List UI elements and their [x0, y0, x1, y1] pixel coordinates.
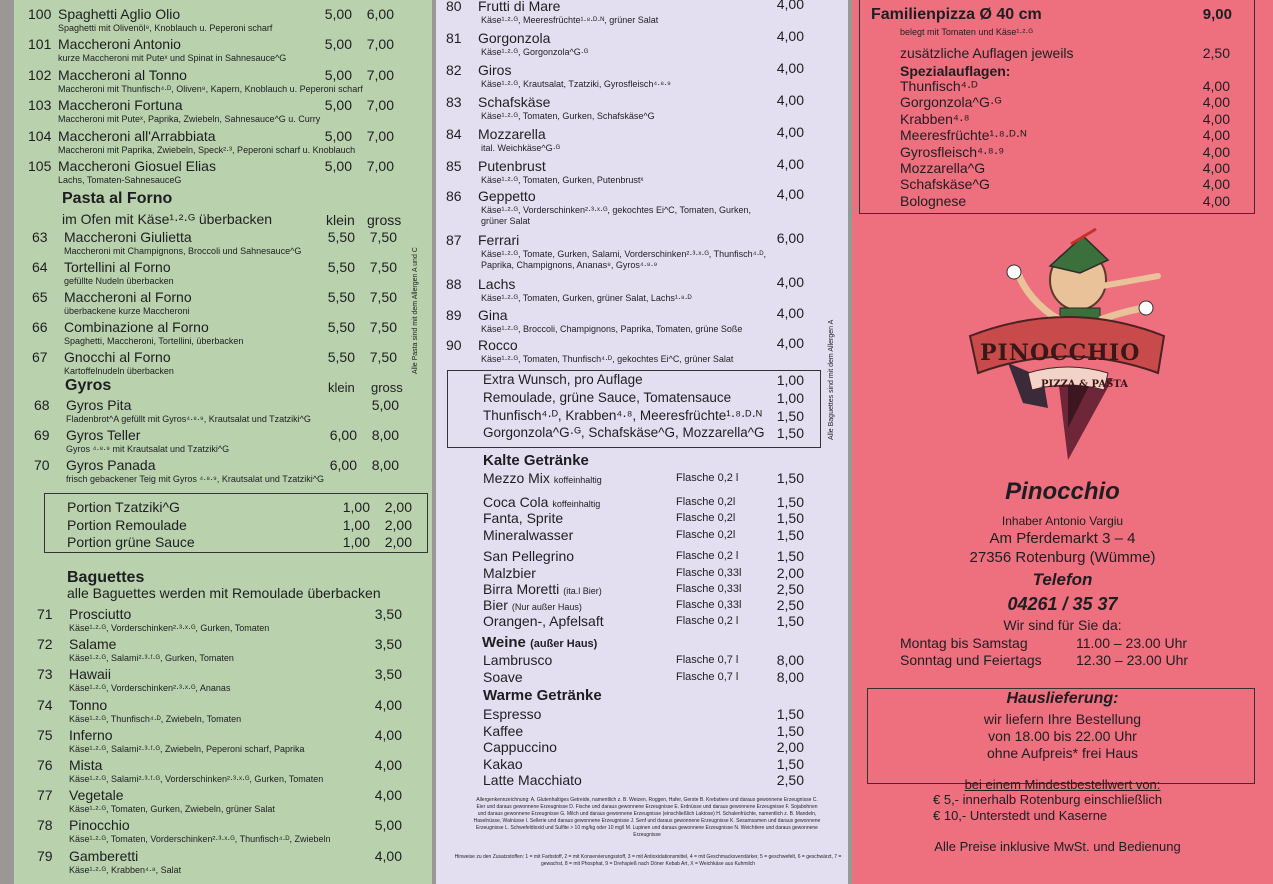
price-small: 1,00 [342, 516, 370, 533]
item-number: 84 [446, 126, 462, 142]
price-small: 6,00 [329, 427, 357, 443]
price-large: 2,00 [384, 499, 412, 515]
item-description: Käse¹·²·ᴳ, Tomaten, Vorderschinken²·³·ˣ·ᴳ, Thunfisch⁴·ᴰ, Zwiebeln [69, 834, 331, 845]
item-name: Spaghetti Aglio Olio [58, 6, 181, 22]
item-name: Pinocchio [69, 817, 130, 834]
price-small: 5,00 [324, 97, 352, 114]
item-description: Maccheroni mit Puteˣ, Paprika, Zwiebeln, Sahnesauce^G u. Curry [58, 114, 321, 125]
zusatz-note: Hinweise zu den Zusatzstoffen: 1 = mit Farbstoff, 2 = mit Konservierungsstoff, 3 = mit Antioxidationsmittel, 4 = mit Geschmacksverstärker, 5 = geschwefelt, 6 = geschwärzt, 7 = gewachst, 8 = mit Phosphat, 9 = Drehspieß nach Döner Kebab Art, X = Weichkäse aus Kuhmilch [454, 854, 842, 867]
item-price: 3,50 [374, 606, 402, 622]
item-price: 3,50 [374, 636, 402, 653]
price-large: 5,00 [371, 397, 399, 413]
warme-title: Warme Getränke [483, 687, 602, 704]
drink-name: Orangen-, Apfelsaft [483, 613, 604, 629]
drink-size: Flasche 0,33l [676, 567, 742, 579]
drink-name: Fanta, Sprite [483, 510, 564, 526]
drink-name: Coca Cola [483, 494, 549, 510]
item-number: 81 [446, 30, 462, 46]
item-number: 77 [37, 787, 53, 804]
item-number: 78 [37, 817, 53, 834]
middle-panel [436, 0, 848, 884]
drink-row [483, 613, 604, 629]
item-description: Gyros ⁴·⁸·⁹ mit Krautsalat und Tzatziki^G [66, 444, 230, 454]
right-panel [852, 0, 1273, 884]
wine-name: Soave [483, 668, 523, 685]
drink-name: Birra Moretti [483, 581, 560, 597]
topping-price: 4,00 [1202, 160, 1230, 176]
drink-size: Flasche 0,33l [676, 583, 742, 595]
drink-row [483, 494, 600, 510]
topping-name: Thunfisch⁴·ᴰ [900, 78, 978, 94]
weine-title-text: Weine [482, 634, 526, 651]
drink-price: 1,50 [776, 527, 804, 543]
street: Am Pferdemarkt 3 – 4 [989, 530, 1136, 547]
item-number: 63 [32, 229, 48, 245]
price-large: 7,00 [366, 36, 394, 53]
drink-row [483, 597, 582, 613]
footer-note: Alle Preise inklusive MwSt. und Bedienung [934, 839, 1181, 854]
item-number: 64 [32, 259, 48, 275]
item-price: 4,00 [776, 186, 804, 202]
item-description: Fladenbrot^A gefüllt mit Gyros⁴·⁸·⁹, Krautsalat und Tzatziki^G [66, 414, 311, 424]
portion-name: Portion grüne Sauce [67, 534, 195, 550]
hot-drink-price: 2,00 [776, 739, 804, 756]
drink-name: Malzbier [483, 565, 536, 581]
item-name: Combinazione al Forno [64, 319, 209, 335]
gyros-col-klein: klein [328, 380, 355, 395]
price-large: 8,00 [371, 427, 399, 443]
item-number: 90 [446, 337, 462, 353]
item-number: 102 [28, 66, 52, 83]
delivery-line: ohne Aufpreis* frei Haus [987, 745, 1138, 761]
gyros-col-gross: gross [371, 380, 403, 395]
price-small: 5,00 [324, 158, 352, 174]
item-description: Käse¹·²·ᴳ, Tomaten, Gurken, Putenbrustˣ [481, 175, 644, 185]
forno-title: Pasta al Forno [62, 190, 173, 207]
topping-name: Meeresfrüchte¹·⁸·ᴰ·ᴺ [900, 127, 1027, 144]
topping-price: 4,00 [1202, 110, 1230, 127]
item-description: Käse¹·²·ᴳ, Salami²·³·ᶠ·ᴳ, Vorderschinken²·³·ˣ·ᴳ, Gurken, Tomaten [69, 774, 324, 784]
price-large: 7,50 [369, 259, 397, 275]
wine-size: Flasche 0,7 l [676, 654, 739, 666]
item-number: 85 [446, 158, 462, 174]
telefon-label: Telefon [1032, 570, 1093, 589]
wine-size: Flasche 0,7 l [676, 670, 739, 683]
hours-days: Sonntag und Feiertags [900, 652, 1042, 668]
price-large: 2,00 [384, 534, 412, 550]
item-description: Käse¹·²·ᴳ, Krabben⁴·⁸, Salat [69, 864, 182, 875]
restaurant-name: Pinocchio [1005, 478, 1120, 505]
drink-note: (ita.l Bier) [563, 586, 602, 596]
min-order-line: € 5,- innerhalb Rotenburg einschließlich [933, 792, 1163, 807]
item-name: Prosciutto [69, 606, 132, 622]
hot-drink-name: Latte Macchiato [483, 772, 582, 789]
item-name: Maccheroni all'Arrabbiata [58, 127, 216, 144]
weine-title [482, 634, 597, 651]
topping-name: Gyrosfleisch⁴·⁸·⁹ [900, 143, 1005, 160]
drink-row [483, 565, 536, 581]
item-description: Maccheroni mit Champignons, Broccoli und Sahnesauce^G [64, 246, 302, 256]
price-small: 5,00 [324, 66, 352, 83]
forno-col-klein: klein [326, 212, 355, 228]
price-small: 5,50 [327, 229, 355, 245]
item-name: Maccheroni Giosuel Elias [58, 158, 216, 174]
item-number: 71 [37, 606, 53, 622]
telefon-number[interactable]: 04261 / 35 37 [1007, 594, 1118, 614]
item-number: 103 [28, 97, 52, 114]
price-small: 1,00 [342, 534, 370, 550]
hours-time: 11.00 – 23.00 Uhr [1076, 635, 1188, 651]
item-price: 4,00 [374, 696, 402, 713]
extra-name: Thunfisch⁴·ᴰ, Krabben⁴·⁸, Meeresfrüchte¹·⁸·ᴰ·ᴺ [483, 407, 762, 423]
item-number: 68 [34, 397, 50, 413]
topping-name: Krabben⁴·⁸ [900, 110, 970, 127]
item-name: Mozzarella [478, 126, 546, 142]
item-description: Käse¹·²·ᴳ, Tomaten, Thunfisch⁴·ᴰ, gekochtes Ei^C, grüner Salat [481, 354, 734, 364]
item-number: 65 [32, 289, 48, 305]
drink-size: Flasche 0,2l [676, 496, 736, 508]
drink-price: 2,00 [776, 565, 804, 581]
drink-size: Flasche 0,2 l [676, 550, 739, 562]
item-name: Maccheroni al Forno [64, 289, 192, 305]
item-name: Maccheroni Fortuna [58, 97, 183, 114]
hot-drink-price: 1,50 [776, 755, 804, 772]
item-number: 75 [37, 726, 53, 743]
item-name: Giros [478, 62, 512, 78]
extra-price: 1,00 [776, 372, 804, 388]
familienpizza-sub: belegt mit Tomaten und Käse¹·²·ᴳ [900, 27, 1033, 37]
item-number: 105 [28, 158, 52, 174]
item-name: Gyros Teller [66, 427, 141, 443]
item-number: 67 [32, 349, 48, 365]
item-price: 4,00 [374, 847, 402, 864]
item-description: Maccheroni mit Paprika, Zwiebeln, Speck²·³, Peperoni scharf u. Knoblauch [58, 144, 356, 155]
item-description: Kartoffelnudeln überbacken [64, 366, 174, 376]
item-name: Inferno [69, 726, 113, 743]
extra-name: Remoulade, grüne Sauce, Tomatensauce [483, 389, 732, 405]
kalte-title: Kalte Getränke [483, 452, 589, 469]
item-number: 88 [446, 276, 462, 292]
item-name: Rocco [478, 337, 518, 353]
hours-days: Montag bis Samstag [900, 635, 1028, 651]
item-number: 86 [446, 188, 462, 204]
price-large: 7,50 [369, 319, 397, 335]
item-description: ital. Weichkäse^G·ᴳ [481, 143, 561, 153]
item-name: Geppetto [478, 188, 536, 204]
item-price: 4,00 [374, 757, 402, 773]
item-description-2: Paprika, Champignons, Ananas⁸, Gyros⁴·⁸·⁹ [481, 260, 658, 270]
item-price: 4,00 [776, 92, 804, 108]
item-description: Käse¹·²·ᴳ, Krautsalat, Tzatziki, Gyrosfleisch⁴·⁸·⁹ [481, 79, 671, 89]
hot-drink-price: 1,50 [776, 706, 804, 722]
item-name: Salame [69, 636, 117, 653]
price-small: 5,50 [327, 259, 355, 275]
item-name: Tortellini al Forno [64, 259, 171, 275]
owner: Inhaber Antonio Vargiu [1001, 514, 1124, 528]
item-description: Käse¹·²·ᴳ, Broccoli, Champignons, Paprika, Tomaten, grüne Soße [481, 324, 743, 334]
price-small: 5,00 [324, 6, 352, 22]
item-price: 4,00 [776, 0, 804, 12]
drink-price: 1,50 [776, 548, 804, 564]
topping-price: 4,00 [1202, 127, 1230, 144]
item-name: Gorgonzola [478, 30, 551, 46]
price-large: 7,50 [369, 349, 397, 365]
drink-price: 2,50 [776, 581, 804, 597]
drink-note: (Nur außer Haus) [511, 602, 582, 612]
item-description: Lachs, Tomaten-SahnesauceG [58, 175, 182, 185]
drink-price: 1,50 [776, 510, 804, 526]
item-price: 6,00 [776, 230, 804, 246]
price-small: 5,50 [327, 349, 355, 365]
item-number: 74 [37, 696, 53, 713]
spezial-title: Spezialauflagen: [900, 63, 1011, 79]
drink-note: koffeinhaltig [553, 475, 602, 485]
weine-note: (außer Haus) [530, 638, 598, 650]
hours-time: 12.30 – 23.00 Uhr [1076, 652, 1189, 668]
price-small: 1,00 [342, 499, 370, 515]
item-description-2: grüner Salat [481, 216, 531, 226]
baguettes-title: Baguettes [67, 569, 145, 586]
price-small: 5,50 [327, 289, 355, 305]
hot-drink-name: Espresso [483, 706, 542, 722]
left-panel [14, 0, 432, 884]
drink-name: Mezzo Mix [483, 470, 550, 486]
forno-col-gross: gross [367, 212, 402, 228]
item-name: Gamberetti [69, 847, 139, 864]
item-number: 76 [37, 757, 53, 773]
familienpizza-price: 9,00 [1202, 6, 1232, 23]
delivery-line: von 18.00 bis 22.00 Uhr [988, 728, 1137, 744]
baguettes-vertical-note: Alle Baguettes sind mit dem Allergen A [828, 319, 835, 440]
price-large: 2,00 [384, 516, 412, 533]
hot-drink-name: Kaffee [483, 722, 524, 739]
price-small: 5,00 [324, 36, 352, 53]
item-description: Käse¹·²·ᴳ, Tomaten, Gurken, grüner Salat, Lachs¹·⁸·ᴰ [481, 293, 692, 303]
item-price: 4,00 [776, 156, 804, 172]
item-number: 80 [446, 0, 462, 14]
item-name: Maccheroni Giulietta [64, 229, 192, 245]
topping-price: 4,00 [1202, 78, 1230, 94]
item-name: Gyros Panada [66, 457, 156, 473]
item-description: kurze Maccheroni mit Puteˣ und Spinat in Sahnesauce^G [58, 53, 287, 64]
drink-price: 2,50 [776, 597, 804, 613]
item-description: überbackene kurze Maccheroni [64, 306, 190, 316]
item-price: 5,00 [374, 817, 402, 834]
item-name: Tonno [69, 696, 108, 713]
portion-name: Portion Remoulade [67, 516, 187, 533]
item-number: 82 [446, 62, 462, 78]
topping-name: Gorgonzola^G·ᴳ [900, 94, 1002, 111]
hot-drink-name: Cappuccino [483, 739, 557, 756]
drink-name: Bier [483, 597, 508, 613]
item-number: 73 [37, 666, 53, 683]
zusatz-price: 2,50 [1202, 45, 1230, 61]
delivery-line: wir liefern Ihre Bestellung [983, 711, 1142, 727]
item-description: Käse¹·²·ᴳ, Vorderschinken²·³·ˣ·ᴳ, Ananas [69, 683, 231, 694]
item-price: 4,00 [374, 726, 402, 743]
price-small: 6,00 [329, 457, 357, 473]
topping-name: Schafskäse^G [900, 176, 990, 193]
topping-price: 4,00 [1202, 143, 1230, 160]
item-description: Käse¹·²·ᴳ, Salami²·³·ᶠ·ᴳ, Zwiebeln, Peperoni scharf, Paprika [69, 743, 305, 754]
item-name: Mista [69, 757, 103, 773]
item-name: Gyros Pita [66, 397, 132, 413]
item-number: 79 [37, 847, 53, 864]
price-large: 7,00 [366, 158, 394, 174]
item-price: 4,00 [776, 274, 804, 290]
topping-price: 4,00 [1202, 192, 1230, 209]
item-description: gefüllte Nudeln überbacken [64, 276, 174, 286]
drink-size: Flasche 0,2l [676, 529, 736, 541]
item-name: Maccheroni Antonio [58, 36, 181, 53]
drink-price: 1,50 [776, 494, 804, 510]
price-large: 7,00 [366, 127, 394, 144]
delivery-title: Hauslieferung: [1006, 690, 1119, 707]
price-large: 7,50 [369, 289, 397, 305]
hot-drink-price: 1,50 [776, 722, 804, 739]
item-description: Käse¹·²·ᴳ, Vorderschinken²·³·ˣ·ᴳ, gekochtes Ei^C, Tomaten, Gurken, [481, 205, 752, 215]
drink-row [483, 470, 602, 486]
item-description: Käse¹·²·ᴳ, Gorgonzola^G·ᴳ [481, 47, 589, 57]
item-number: 104 [28, 127, 52, 144]
portion-name: Portion Tzatziki^G [67, 499, 180, 515]
logo-subtext: PIZZA & PASTA [1041, 379, 1128, 390]
item-name: Schafskäse [478, 94, 551, 110]
wine-name: Lambrusco [483, 652, 553, 668]
price-large: 7,00 [366, 97, 394, 114]
item-number: 66 [32, 319, 48, 335]
item-description: Käse¹·²·ᴳ, Tomaten, Gurken, Schafskäse^G [481, 111, 655, 121]
item-name: Ferrari [478, 232, 520, 248]
extra-price: 1,00 [776, 389, 804, 406]
item-description: Maccheroni mit Thunfisch⁴·ᴰ, Oliven⁸, Kapern, Knoblauch u. Peperoni scharf [58, 83, 363, 94]
item-name: Gina [478, 307, 508, 323]
item-name: Putenbrust [478, 158, 546, 174]
drink-price: 1,50 [776, 470, 804, 486]
wine-price: 8,00 [776, 652, 804, 668]
price-large: 7,00 [366, 66, 394, 83]
drink-name: Mineralwasser [483, 527, 574, 543]
item-number: 70 [34, 457, 50, 473]
item-price: 4,00 [776, 28, 804, 44]
min-order-line: € 10,- Unterstedt und Kaserne [933, 808, 1108, 823]
item-number: 72 [37, 636, 53, 653]
item-number: 69 [34, 427, 50, 443]
baguettes-subtitle: alle Baguettes werden mit Remoulade überbacken [67, 585, 381, 601]
familienpizza-title: Familienpizza Ø 40 cm [871, 6, 1042, 23]
forno-vertical-note: Alle Pasta sind mit dem Allergen A und C [412, 247, 419, 374]
price-large: 7,50 [369, 229, 397, 245]
item-price: 4,00 [776, 335, 804, 351]
item-description: frisch gebackener Teig mit Gyros ⁴·⁸·⁹, Krautsalat und Tzatziki^G [66, 474, 325, 484]
hot-drink-name: Kakao [483, 755, 523, 772]
item-description: Käse¹·²·ᴳ, Salami²·³·ᶠ·ᴳ, Gurken, Tomaten [69, 653, 234, 664]
item-price: 3,50 [374, 666, 402, 683]
topping-name: Mozzarella^G [900, 160, 986, 176]
item-number: 89 [446, 307, 462, 323]
logo-text: PINOCCHIO [980, 340, 1141, 366]
item-name: Frutti di Mare [478, 0, 561, 14]
item-price: 4,00 [776, 305, 804, 321]
item-description: Käse¹·²·ᴳ, Thunfisch⁴·ᴰ, Zwiebeln, Tomaten [69, 713, 242, 724]
item-number: 101 [28, 36, 52, 53]
zusatz-label: zusätzliche Auflagen jeweils [900, 45, 1074, 61]
item-name: Hawaii [69, 666, 112, 683]
drink-size: Flasche 0,2l [676, 512, 736, 524]
item-number: 100 [28, 6, 52, 22]
drink-row [483, 510, 563, 526]
drink-name: San Pellegrino [483, 548, 575, 564]
drink-note: koffeinhaltig [552, 499, 601, 509]
extra-price: 1,50 [776, 407, 804, 424]
hot-drink-price: 2,50 [776, 772, 804, 789]
extra-name: Extra Wunsch, pro Auflage [483, 372, 643, 387]
item-description: Käse¹·²·ᴳ, Tomaten, Gurken, Zwiebeln, grüner Salat [69, 804, 275, 815]
drink-price: 1,50 [776, 613, 804, 629]
hours-title: Wir sind für Sie da: [1003, 617, 1122, 633]
extra-price: 1,50 [776, 425, 804, 442]
forno-subtitle: im Ofen mit Käse¹·²·ᴳ überbacken [62, 211, 273, 227]
price-large: 8,00 [371, 457, 399, 473]
topping-price: 4,00 [1202, 176, 1230, 193]
allergen-note: Allergenkennzeichnung: A. Glutenhaltiges Getreide, namentlich z. B. Weizen, Roggen, Hafer, Gerste B. Krebstiere und daraus gewonnene Erzeugnisse C. Eier und daraus gewonnene Erzeugnisse D. Fische und daraus gewonnene Erzeugnisse E. Erdnüsse und daraus gewonnene Erzeugnisse F. Sojabohnen und daraus gewonnene Erzeugnisse G. Milch und daraus gewonnene Erzeugnisse (einschließlich Laktose) H. Schalenfrüchte, namentlich z. B. Mandeln, Haselnüsse, Walnüsse I. Sellerie und daraus gewonnene Erzeugnisse J. Senf und daraus gewonnene Erzeugnisse K. Sesamsamen und daraus gewonnene Erzeugnisse L. Schwefeldioxid und Sulfite > 10 mg/kg oder 10 mg/l M. Lupinen und daraus gewonnene Erzeugnisse N. Weichtiere und daraus gewonnene Erzeugnisse [473, 797, 821, 838]
item-number: 87 [446, 232, 462, 248]
gyros-title: Gyros [65, 377, 112, 394]
item-name: Lachs [478, 276, 516, 292]
wine-price: 8,00 [776, 668, 804, 685]
drink-size: Flasche 0,2 l [676, 615, 739, 627]
item-description: Käse¹·²·ᴳ, Tomate, Gurken, Salami, Vorderschinken²·³·ˣ·ᴳ, Thunfisch⁴·ᴰ, [481, 249, 767, 259]
drink-row [483, 527, 573, 543]
drink-size: Flasche 0,2 l [676, 472, 739, 484]
price-small: 5,50 [327, 319, 355, 335]
item-name: Maccheroni al Tonno [58, 66, 187, 83]
drink-row [483, 581, 602, 597]
price-large: 6,00 [366, 6, 394, 22]
drink-size: Flasche 0,33l [676, 599, 742, 611]
city: 27356 Rotenburg (Wümme) [969, 549, 1156, 566]
price-small: 5,00 [324, 127, 352, 144]
item-description: Spaghetti, Maccheroni, Tortellini, überbacken [64, 336, 244, 346]
extra-name: Gorgonzola^G·ᴳ, Schafskäse^G, Mozzarella^G [483, 425, 765, 441]
item-price: 4,00 [776, 60, 804, 76]
item-number: 83 [446, 94, 462, 110]
drink-row [483, 548, 574, 564]
topping-price: 4,00 [1202, 94, 1230, 111]
item-description: Spaghetti mit Olivenöl⁸, Knoblauch u. Peperoni scharf [58, 23, 273, 33]
item-name: Vegetale [69, 787, 124, 804]
topping-name: Bolognese [900, 192, 967, 209]
item-name: Gnocchi al Forno [64, 349, 171, 365]
item-description: Käse¹·²·ᴳ, Meeresfrüchte¹·⁸·ᴰ·ᴺ, grüner Salat [481, 15, 659, 25]
item-price: 4,00 [374, 787, 402, 804]
item-description: Käse¹·²·ᴳ, Vorderschinken²·³·ˣ·ᴳ, Gurken, Tomaten [69, 623, 270, 633]
min-order-title: bei einem Mindestbestellwert von: [964, 777, 1161, 792]
item-price: 4,00 [776, 124, 804, 140]
